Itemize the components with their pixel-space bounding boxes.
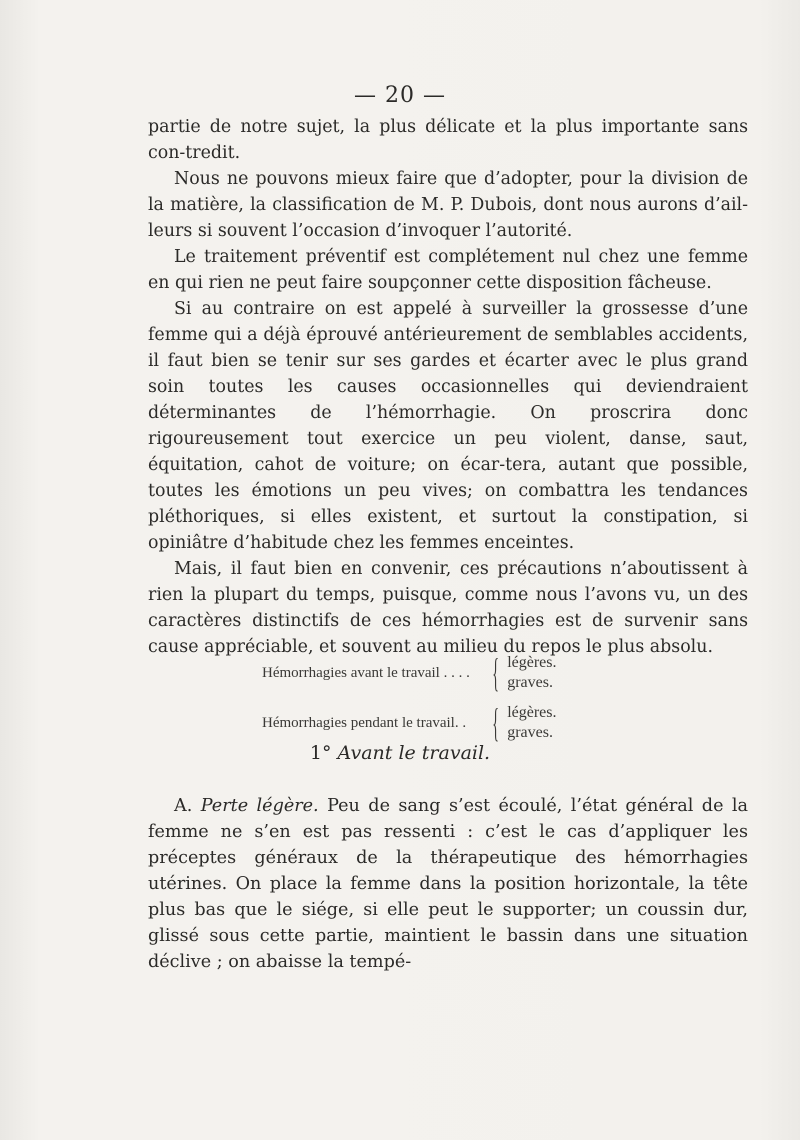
summary-label-before: Hémorrhagies avant le travail . . . . xyxy=(262,664,470,681)
summary-label-during: Hémorrhagies pendant le travail. . xyxy=(262,714,467,731)
brace-icon: { xyxy=(492,700,499,745)
brace-icon: { xyxy=(492,650,499,695)
paragraph-1: partie de notre sujet, la plus délicate et la plus importante sans con-tredit. xyxy=(148,117,748,163)
paragraph-4: Si au contraire on est appelé à surveiller la grossesse d’une femme qui a déjà éprouvé antérieurement de semblables accidents, il faut bien se tenir sur ses gardes et écarter avec le plus grand soin toutes les causes occasionnelles qui deviendraient déterminantes de l’hémorrhagie. On proscrira donc rigoureusement tout exercice un peu violent, danse, saut, équitation, cahot de voiture; on écar-tera, autant que possible, toutes les émotions un peu vives; on combattra les tendances pléthoriques, si elles existent, et surtout la constipation, si opiniâtre d’habitude chez les femmes enceintes. xyxy=(148,299,748,553)
summary-options-during xyxy=(507,703,556,743)
option-severe: graves. xyxy=(507,724,553,741)
option-severe: graves. xyxy=(507,674,553,691)
paragraph-6 xyxy=(148,793,748,975)
main-text xyxy=(148,114,748,660)
page-number: — 20 — xyxy=(354,83,446,108)
section-text xyxy=(148,793,748,975)
option-light: légères. xyxy=(507,704,557,721)
summary-options-before xyxy=(507,653,556,693)
lead-letter: A. xyxy=(174,796,193,816)
summary-row-during xyxy=(262,698,682,748)
paragraph-3: Le traitement préventif est complétement nul chez une femme en qui rien ne peut faire soupçonner cette disposition fâcheuse. xyxy=(148,247,748,293)
paragraph-5: Mais, il faut bien en convenir, ces précautions n’aboutissent à rien la plupart du temps, puisque, comme nous l’avons vu, un des caractères distinctifs de ces hémorrhagies est de survenir sans cause appréciable, et souvent au milieu du repos le plus absolu. xyxy=(148,559,748,657)
paragraph-6-text: Peu de sang s’est écoulé, l’état général de la femme ne s’en est pas ressenti : c’est le cas d’appliquer les préceptes généraux de la thérapeutique des hémorrhagies utérines. On place la femme dans la position horizontale, la tête plus bas que le siége, si elle peut le supporter; un coussin dur, glissé sous cette partie, maintient le bassin dans une situation déclive ; on abaisse la tempé- xyxy=(148,796,749,972)
section-title: Avant le travail. xyxy=(337,742,491,764)
summary-row-before xyxy=(262,648,682,698)
classification-summary xyxy=(262,648,682,748)
section-heading xyxy=(0,742,800,764)
option-light: légères. xyxy=(507,654,557,671)
paragraph-2: Nous ne pouvons mieux faire que d’adopter, pour la division de la matière, la classification de M. P. Dubois, dont nous aurons d’ail-leurs si souvent l’occasion d’invoquer l’autorité. xyxy=(148,169,748,241)
lead-title: Perte légère. xyxy=(200,796,319,816)
section-number: 1° xyxy=(309,742,332,764)
